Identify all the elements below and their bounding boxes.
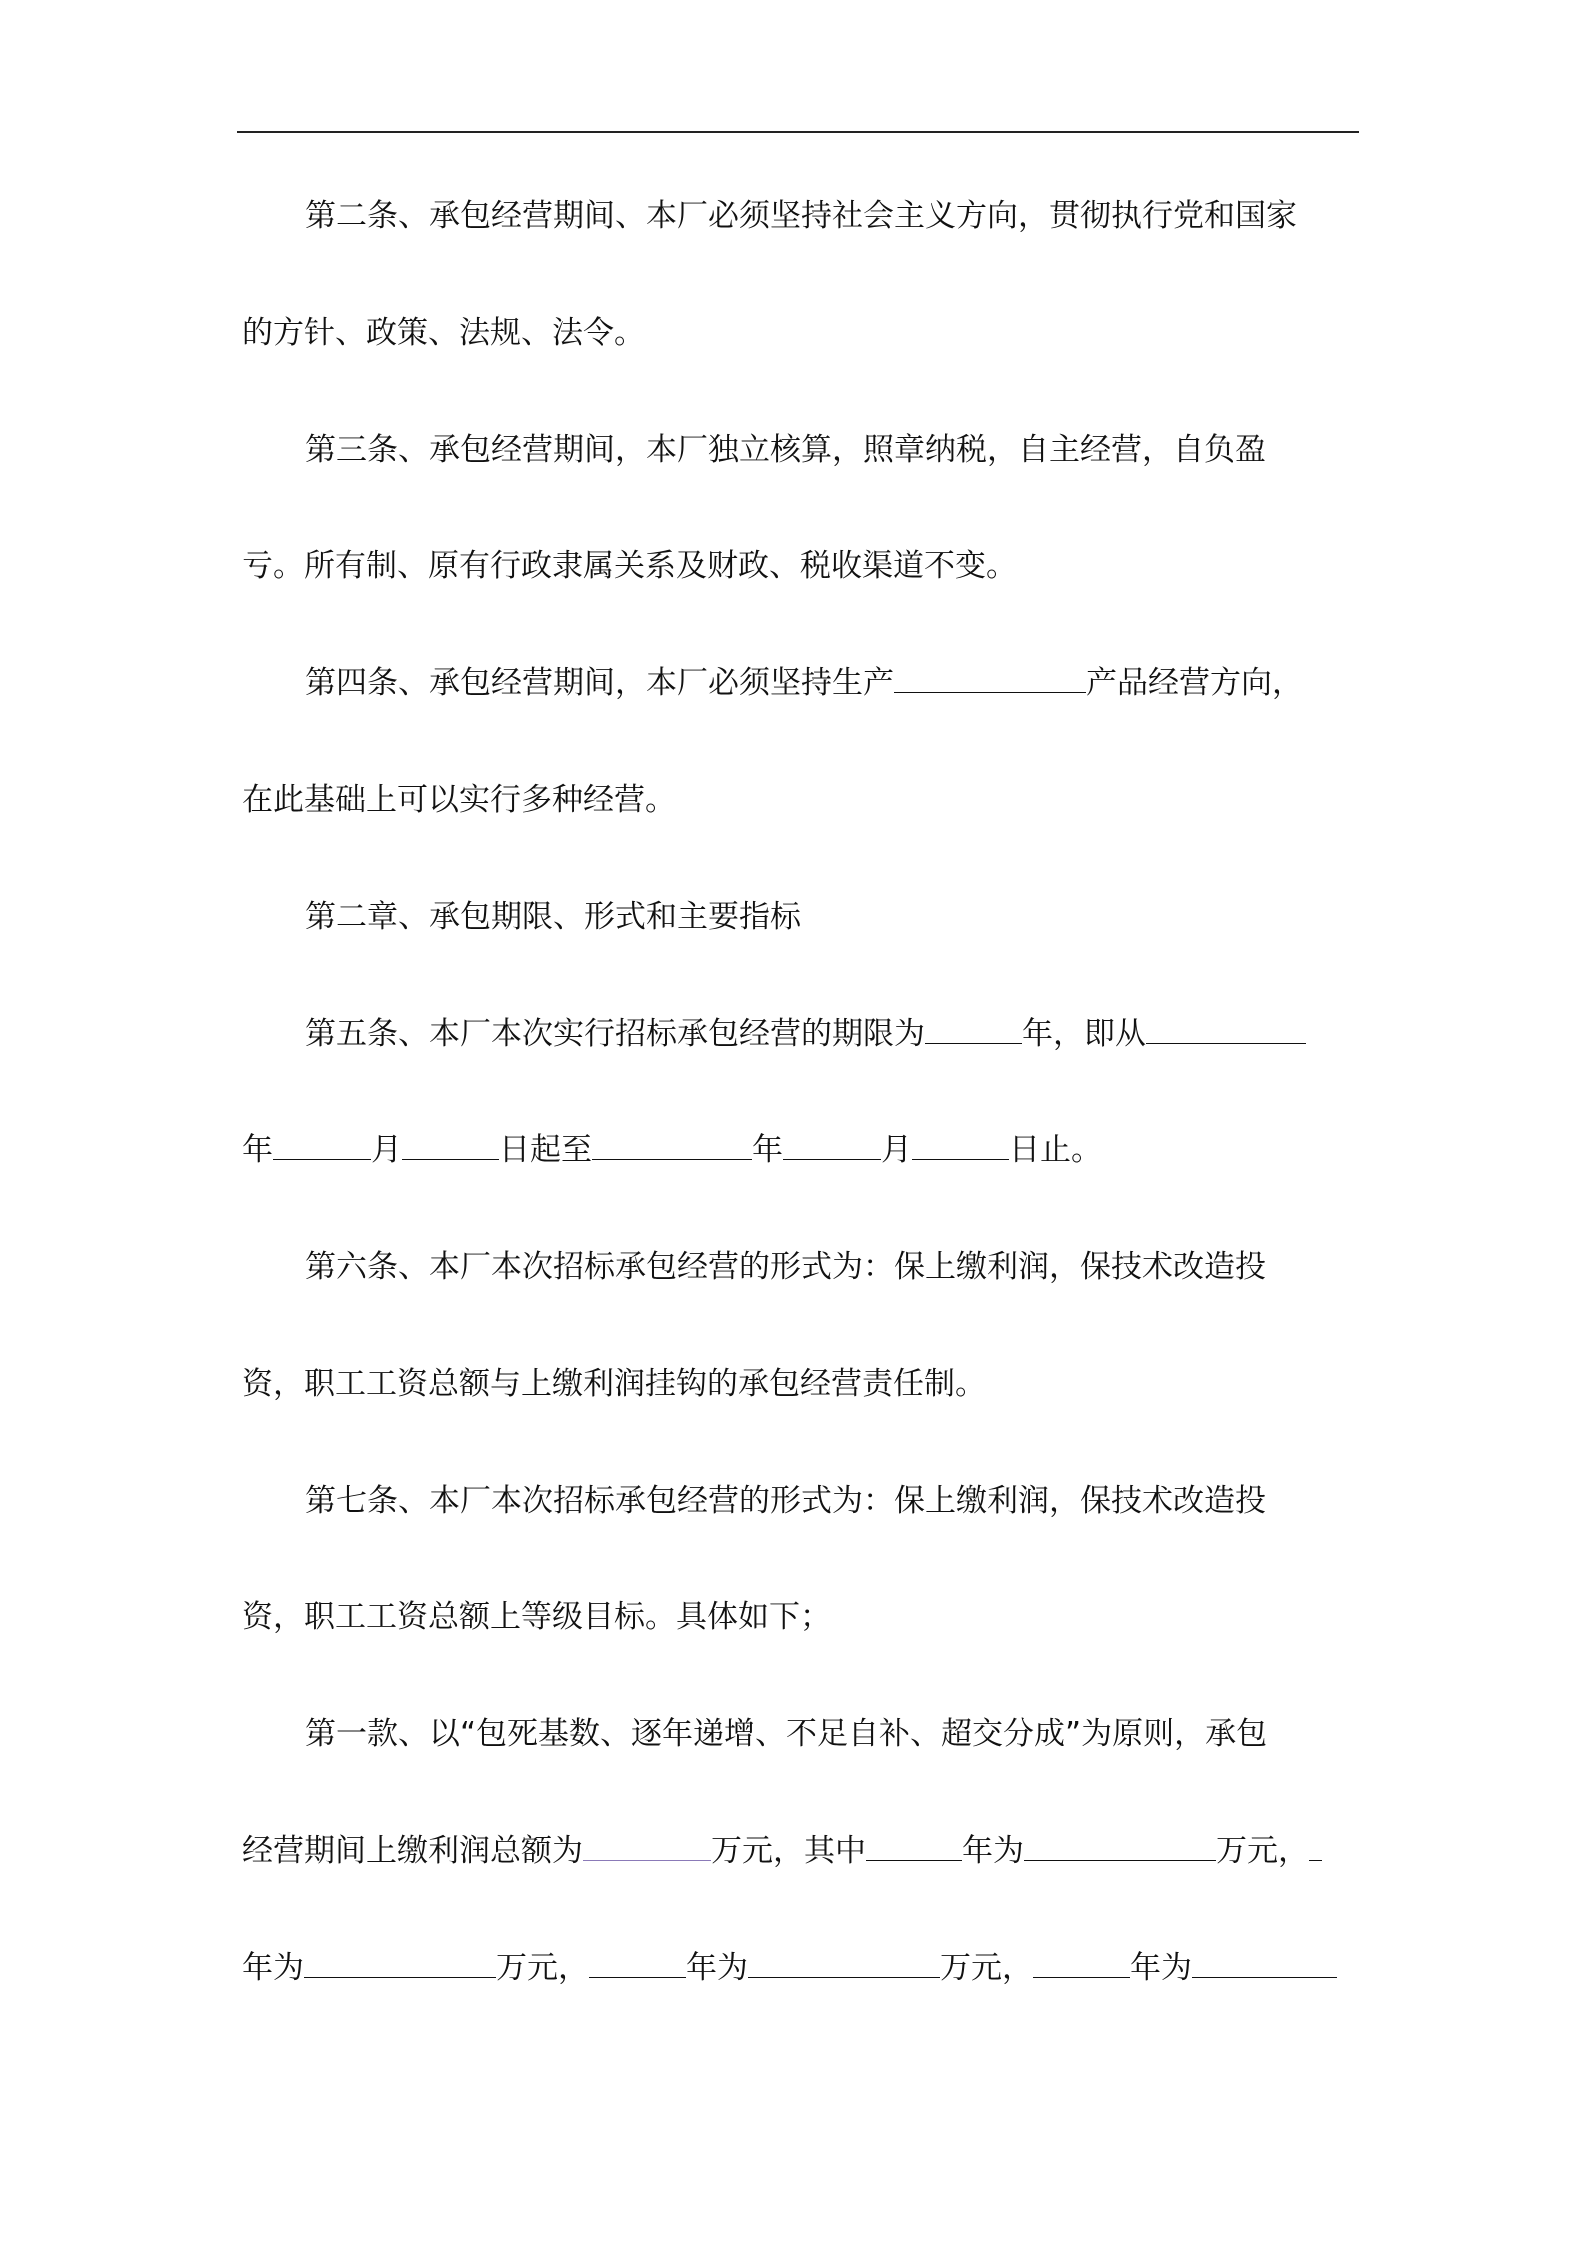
- total-profit-blank[interactable]: [583, 1831, 711, 1861]
- month-label-2: 月: [881, 1132, 912, 1168]
- clause-1-text-i: 年为: [1130, 1950, 1192, 1986]
- clause-1-line-2: [242, 1831, 1362, 1871]
- term-years-blank[interactable]: [925, 1014, 1022, 1044]
- amount-2-blank[interactable]: [304, 1948, 496, 1978]
- article-5-line-1: [305, 1014, 1362, 1054]
- day-end-label: 日止。: [1009, 1132, 1102, 1168]
- year-4-blank[interactable]: [1033, 1948, 1130, 1978]
- chapter-2-heading: 第二章、承包期限、形式和主要指标: [305, 899, 801, 935]
- article-3-line-1: 第三条、承包经营期间，本厂独立核算，照章纳税，自主经营，自负盈: [305, 432, 1266, 468]
- clause-1-text-g: 年为: [686, 1950, 748, 1986]
- article-7-line-2: 资，职工工资总额上等级目标。具体如下；: [242, 1599, 831, 1635]
- article-5-text-b: 年，即从: [1022, 1016, 1146, 1052]
- year-1-blank[interactable]: [866, 1831, 962, 1861]
- article-7-line-1: 第七条、本厂本次招标承包经营的形式为：保上缴利润，保技术改造投: [305, 1483, 1266, 1519]
- article-2-line-1: 第二条、承包经营期间、本厂必须坚持社会主义方向，贯彻执行党和国家: [305, 198, 1297, 234]
- product-blank[interactable]: [894, 663, 1086, 693]
- end-month-blank[interactable]: [783, 1130, 881, 1160]
- day-start-label: 日起至: [499, 1132, 592, 1168]
- clause-1-text-h: 万元，: [940, 1950, 1033, 1986]
- article-5-text-a: 第五条、本厂本次实行招标承包经营的期限为: [305, 1016, 925, 1052]
- article-4-line-1: [305, 663, 1362, 703]
- clause-1-line-3: [242, 1948, 1362, 1988]
- article-4-line-2: 在此基础上可以实行多种经营。: [242, 782, 676, 818]
- header-rule: [237, 131, 1359, 133]
- clause-1-text-f: 万元，: [496, 1950, 589, 1986]
- clause-1-line-1: 第一款、以“包死基数、逐年递增、不足自补、超交分成”为原则，承包: [305, 1716, 1268, 1752]
- article-6-line-1: 第六条、本厂本次招标承包经营的形式为：保上缴利润，保技术改造投: [305, 1249, 1266, 1285]
- article-4-text-a: 第四条、承包经营期间，本厂必须坚持生产: [305, 665, 894, 701]
- start-year-blank[interactable]: [1146, 1014, 1306, 1044]
- month-label: 月: [371, 1132, 402, 1168]
- amount-4-blank[interactable]: [1192, 1948, 1337, 1978]
- start-month-blank[interactable]: [273, 1130, 371, 1160]
- year-3-blank[interactable]: [589, 1948, 686, 1978]
- article-5-line-2: [242, 1130, 1362, 1170]
- amount-3-blank[interactable]: [748, 1948, 940, 1978]
- end-year-blank[interactable]: [592, 1130, 752, 1160]
- clause-1-text-d: 万元，: [1216, 1833, 1309, 1869]
- clause-1-text-b: 万元，其中: [711, 1833, 866, 1869]
- article-3-line-2: 亏。所有制、原有行政隶属关系及财政、税收渠道不变。: [242, 548, 1017, 584]
- clause-1-text-e: 年为: [242, 1950, 304, 1986]
- clause-1-text-c: 年为: [962, 1833, 1024, 1869]
- year-2-blank[interactable]: [1309, 1831, 1322, 1861]
- article-2-line-2: 的方针、政策、法规、法令。: [242, 315, 645, 351]
- article-6-line-2: 资，职工工资总额与上缴利润挂钩的承包经营责任制。: [242, 1366, 986, 1402]
- clause-1-text-a: 经营期间上缴利润总额为: [242, 1833, 583, 1869]
- end-day-blank[interactable]: [912, 1130, 1009, 1160]
- year-label-2: 年: [752, 1132, 783, 1168]
- article-4-text-b: 产品经营方向，: [1086, 665, 1303, 701]
- start-day-blank[interactable]: [402, 1130, 499, 1160]
- year-label: 年: [242, 1132, 273, 1168]
- amount-1-blank[interactable]: [1024, 1831, 1216, 1861]
